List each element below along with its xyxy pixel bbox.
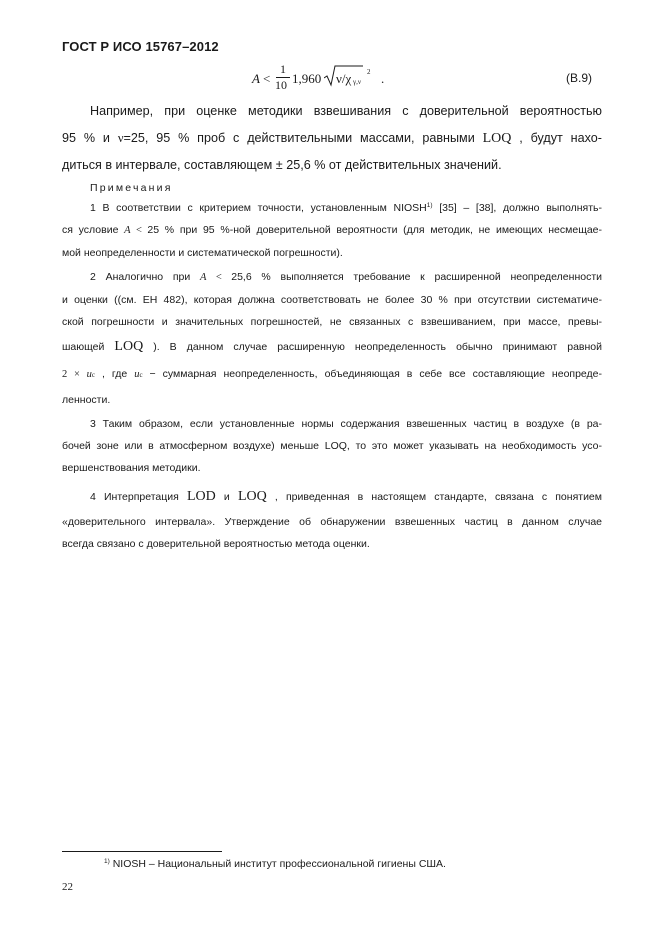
lod-term: LOD [186,489,216,504]
note3-line-3: вершенствования методики. [62,462,201,474]
formula-coefficient: 1,960 [292,71,322,86]
note4-line-1: 4 Интерпретация LOD и LOQ , приведенная в настоящем стандарте, связана с понятием [90,489,602,504]
loq-term: LOQ [482,131,512,146]
formula-radicand: ν/χ [336,71,352,86]
example-line-3: диться в интервале, составляющем ± 25,6 % от действительных значений. [62,158,502,172]
formula-lhs: A [252,71,260,86]
example-paragraph [62,98,602,179]
formula-operator: < [263,71,271,86]
formula-tail: . [381,71,385,86]
formula-b9 [252,62,392,94]
formula-fraction-denominator: 10 [275,78,287,92]
footnote-divider [62,851,222,852]
note2-line-3: ской погрешности и значительных погрешностей, не связанных с взвешиванием, при массе, превы- [62,316,602,328]
note2-line-5: 2 × uc , где uc − суммарная неопределенность, объединяющая в себе все составляющие неопреде- [62,368,603,380]
formula-fraction-numerator: 1 [280,62,286,76]
notes-block [62,195,602,555]
footnote [104,858,446,870]
note2-line-4: шающей LOQ ). В данном случае расширенную неопределенность обычно принимают равной [62,339,602,354]
note2-line-6: ленности. [62,394,111,406]
note1-line-3: мой неопределенности и систематической погрешности). [62,247,343,259]
footnote-text: NIOSH – Национальный институт профессиональной гигиены США. [109,858,446,870]
nu-symbol: ν [117,131,124,145]
note4-line-3: всегда связано с доверительной вероятностью метода оценки. [62,538,370,550]
formula-chi-subscript: γ,ν [353,78,362,86]
note2-line-1: 2 Аналогично при A < 25,6 % выполняется требование к расширенной неопределенности [90,271,603,283]
note3-line-1: 3 Таким образом, если установленные нормы содержания взвешенных частиц в воздухе (в ра- [90,418,602,430]
equation-number: (В.9) [566,71,593,85]
page-number: 22 [62,881,73,893]
document-header: ГОСТ Р ИСО 15767–2012 [62,39,219,54]
note3-line-2: бочей зоне или в атмосферном воздухе) меньше LOQ, то это может указывать на необходимость усо- [62,440,602,452]
note2-line-2: и оценки ((см. ЕН 482), которая должна соответствовать не более 30 % при отсутствии систематиче- [62,294,602,306]
notes-title: Примечания [90,182,173,194]
formula-chi-superscript: 2 [367,68,371,76]
loq-term: LOQ [114,339,144,354]
example-line-1: Например, при оценке методики взвешивания с доверительной вероятностью [90,104,602,118]
example-line-2: 95 % и ν=25, 95 % проб с действительными массами, равными LOQ , будут нахо- [62,131,602,146]
footnote-marker: 1) [104,858,110,865]
loq-term: LOQ [237,489,267,504]
note4-line-2: «доверительного интервала». Утверждение об обнаружении взвешенных частиц в данном случае [62,516,602,528]
footnote-ref: 1) [426,202,433,209]
note1-line-1: 1 В соответствии с критерием точности, установленным NIOSH$^{1)}$ [35] – [38], должно выполнять- [90,202,603,214]
note1-line-2: ся условие A < 25 % при 95 %-ной доверительной вероятности (для методик, не имеющих несмещае- [62,224,603,236]
